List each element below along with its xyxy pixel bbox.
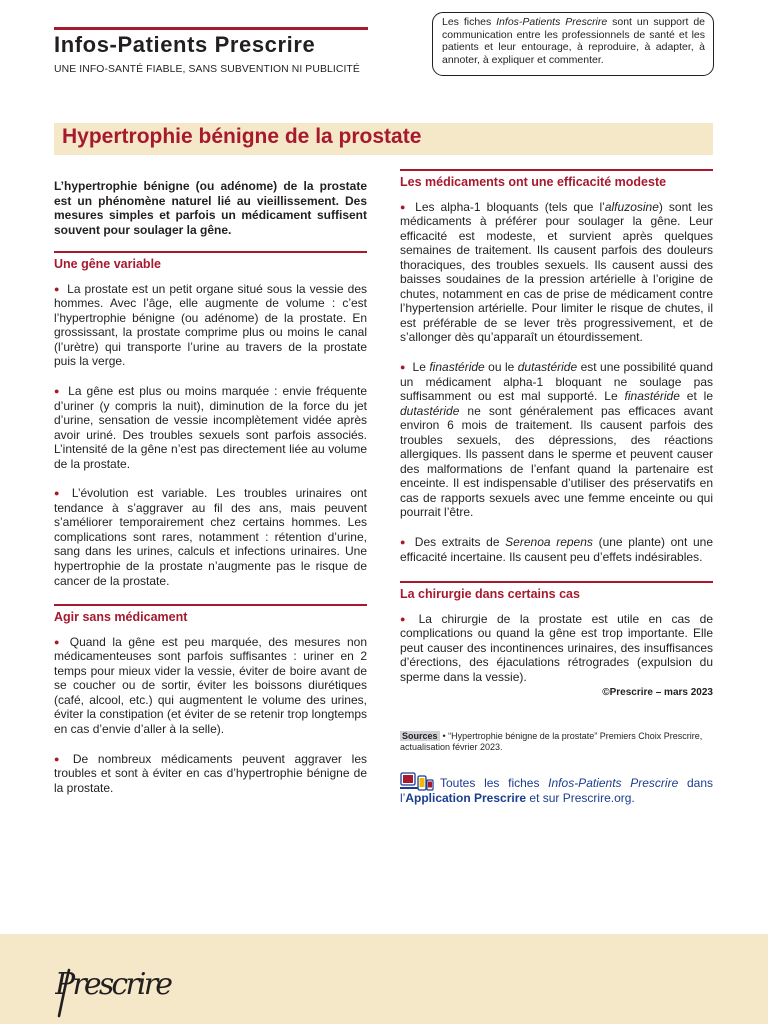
paragraph-text: La chirurgie de la prostate est utile en cas de complications ou quand la gêne est trop importante. Elle peut causer des incontinences urinaires, des insuffisances d’érections, des éjaculations rétrogrades (expulsion du sperme dans la vessie).: [400, 611, 714, 684]
paragraph-text: Le: [412, 360, 430, 375]
section-heading: Une gêne variable: [54, 257, 161, 272]
paragraph: [54, 282, 367, 369]
bullet-icon: ●: [54, 386, 62, 397]
bullet-icon: ●: [400, 362, 406, 373]
paragraph-text: Quand la gêne est peu marquée, des mesures non médicamenteuses sont parfois suffisantes : uriner en 2 temps pour mieux vider la vessie, éviter de boire avant de se coucher ou de sortir, éviter les boissons diurétiques (café, alcool, etc.) qui augmentent le volume des urines, éviter la constipation (et éviter de se retenir trop longtemps en cas d’envie d’aller à la selle).: [54, 634, 368, 736]
section-medicaments: [400, 169, 713, 190]
notice-text: Les fiches: [442, 16, 497, 28]
paragraph: [54, 384, 367, 471]
paragraph-text: (une plante) ont une efficacité incertaine. Ils causent peu d’effets indésirables.: [400, 535, 714, 564]
notice-box: [432, 12, 714, 76]
paragraph-text: ou le: [484, 360, 518, 375]
brand-tagline: UNE INFO-SANTÉ FIABLE, SANS SUBVENTION NI PUBLICITÉ: [54, 64, 360, 75]
bullet-icon: ●: [54, 283, 61, 294]
app-name[interactable]: Application Prescrire: [405, 791, 527, 805]
section-agir-sans-medicament: [54, 604, 367, 625]
page-title: Hypertrophie bénigne de la prostate: [62, 125, 422, 148]
paragraph-text: De nombreux médicaments peuvent aggraver les troubles et sont à éviter en cas d’hypertrophie bénigne de la prostate.: [54, 751, 367, 795]
sources-text: • “Hypertrophie bénigne de la prostate” Premiers Choix Prescrire, actualisation février 2023.: [400, 731, 703, 752]
paragraph: [400, 200, 713, 345]
section-gene-variable: [54, 251, 367, 272]
app-text-part: Toutes les fiches: [440, 776, 549, 790]
plant-name: Serenoa repens: [505, 535, 593, 550]
section-heading: La chirurgie dans certains cas: [400, 587, 580, 602]
paragraph-text: La gêne est plus ou moins marquée : envie fréquente d’uriner (y compris la nuit), diminution de la force du jet d’urine, sensation de vessie incomplètement vidée après avoir uriné. Des troubles sexuels sont parfois associés. L’intensité de la gêne n’est pas directement liée au volume de la prostate.: [54, 384, 367, 471]
brand-bar: [54, 27, 368, 30]
paragraph-text: L’évolution est variable. Les troubles urinaires ont tendance à s’aggraver au fil des ans, mais peuvent s’améliorer temporairement chez certains hommes. Les complications sont rares, notamment : rétention d’urine, sang dans les urines, calculs et infections urinaires. Une hypertrophie de la prostate n’augmente pas le risque de cancer de la prostate.: [54, 486, 367, 588]
intro-paragraph: L’hypertrophie bénigne (ou adénome) de la prostate est un phénomène naturel lié au vieillissement. Des mesures simples et parfois un médicament suffisent souvent pour soulager la gêne.: [54, 179, 367, 237]
bullet-icon: ●: [54, 753, 66, 764]
section-heading: Les médicaments ont une efficacité modeste: [400, 175, 667, 189]
paragraph-text: ne sont généralement pas efficaces avant environ 6 mois de traitement. Ils causent parfois des troubles sexuels, des dépressions, des réactions allergiques. Ils passent dans le sperme et peuvent causer des malformations de l’enfant quand la partenaire est enceinte. Il est indispensable d’utiliser des préservatifs en cas de rapports sexuels avec une femme enceinte ou qui pourrait l’être.: [400, 403, 713, 520]
copyright: ©Prescrire – mars 2023: [602, 687, 713, 699]
drug-name: finastéride: [429, 360, 485, 375]
bullet-icon: ●: [400, 613, 412, 624]
paragraph: [400, 612, 713, 685]
bullet-icon: ●: [54, 488, 65, 499]
paragraph-text: et le: [679, 389, 714, 404]
right-column: [400, 169, 713, 716]
app-text-part: et sur Prescrire.org.: [526, 791, 635, 805]
bullet-icon: ●: [400, 537, 408, 548]
section-chirurgie: [400, 581, 713, 602]
brand-title: Infos-Patients Prescrire: [54, 32, 316, 57]
app-text: [400, 776, 713, 806]
paragraph-text: Des extraits de: [414, 535, 506, 550]
app-text-part: dans l’: [400, 776, 713, 805]
paragraph: [400, 535, 713, 564]
sources: [400, 731, 713, 752]
paragraph: [54, 752, 367, 796]
drug-name: dutastéride: [400, 403, 460, 418]
bullet-icon: ●: [54, 636, 63, 647]
app-text-emphasis: Infos-Patients Prescrire: [548, 776, 679, 790]
paragraph-text: ) sont les médicaments à préférer pour soulager la gêne. Leur efficacité est modeste, et survient après quelques semaines de traitement. Ils causent parfois des douleurs thoraciques, des troubles sexuels. Ils causent aussi des baisses soudaines de la pression artérielle à l’origine de chutes, notamment en cas de prise de médicament contre l’hypertension artérielle. Pour limiter le risque de chutes, il est préférable de se lever très progressivement, et de s’allonger dès qu’apparaît un étourdissement.: [400, 199, 714, 345]
paragraph: [54, 486, 367, 588]
left-column: [54, 179, 367, 810]
paragraph: [54, 635, 367, 737]
notice-text-end: sont un support de communication entre les professionnels de santé et les patients et leur entourage, à reproduire, à adapter, à annoter, à expliquer et commenter.: [442, 16, 705, 66]
paragraph-text: est une possibilité quand un médicament alpha-1 bloquant ne soulage pas suffisamment ou est mal supporté. Le: [400, 360, 713, 404]
notice-emphasis: Infos-Patients Prescrire: [496, 16, 608, 28]
paragraph-text: Les alpha-1 bloquants (tels que l’: [415, 199, 605, 214]
prescrire-logo: [55, 962, 180, 1020]
drug-name: alfuzosine: [604, 199, 659, 214]
sources-label: Sources: [402, 731, 438, 741]
bullet-icon: ●: [400, 201, 409, 212]
section-heading: Agir sans médicament: [54, 610, 188, 625]
paragraph: [400, 360, 713, 520]
drug-name: dutastéride: [517, 360, 578, 375]
logo-wordmark: Prescrire: [55, 967, 173, 1002]
paragraph-text: La prostate est un petit organe situé sous la vessie des hommes. Avec l’âge, elle augmente de volume : c’est l’hypertrophie bénigne (ou adénome) de la prostate. En grossissant, la prostate comprime plus ou moins le canal (l’urètre) qui transporte l’urine au travers de la prostate puis la verge.: [54, 281, 367, 369]
drug-name: finastéride: [624, 389, 680, 404]
